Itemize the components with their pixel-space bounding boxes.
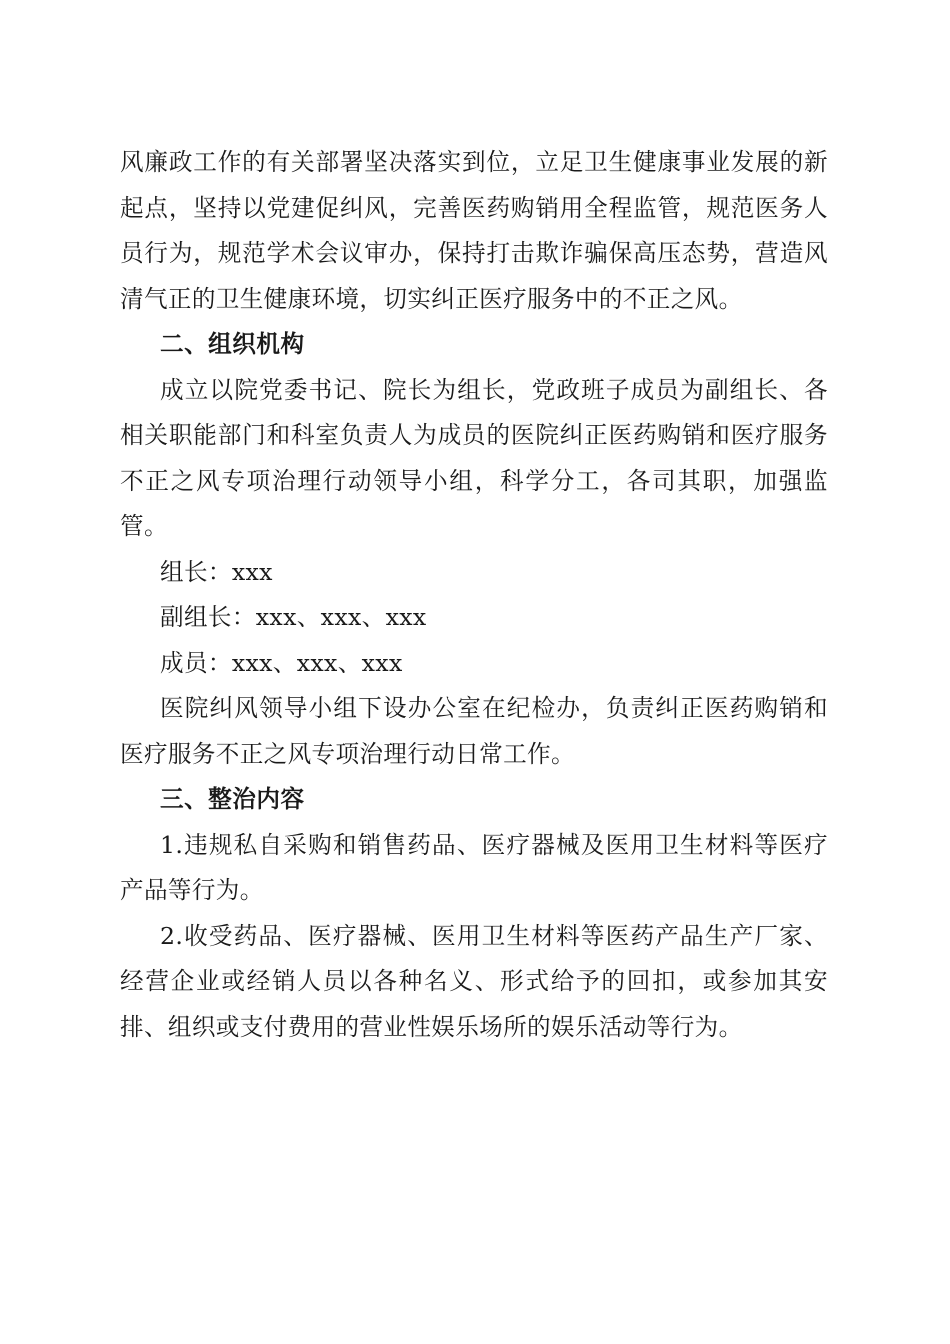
leader-line: 组长：xxx [160,557,273,586]
rectification-item: 2.收受药品、医疗器械、医用卫生材料等医药产品生产厂家、经营企业或经销人员以各种名义、形式给予的回扣，或参加其安排、组织或支付费用的营业性娱乐场所的娱乐活动等行为。 [120,921,828,1041]
members-line: 成员：xxx、xxx、xxx [160,648,403,677]
organization-paragraph: 成立以院党委书记、院长为组长，党政班子成员为副组长、各相关职能部门和科室负责人为成员的医院纠正医药购销和医疗服务不正之风专项治理行动领导小组，科学分工，各司其职，加强监管。 [120,375,828,540]
intro-paragraph: 风廉政工作的有关部署坚决落实到位，立足卫生健康事业发展的新起点，坚持以党建促纠风，完善医药购销用全程监管，规范医务人员行为，规范学术会议审办，保持打击欺诈骗保高压态势，营造风清气正的卫生健康环境，切实纠正医疗服务中的不正之风。 [120,148,828,313]
rectification-item: 1.违规私自采购和销售药品、医疗器械及医用卫生材料等医疗产品等行为。 [120,830,828,904]
office-paragraph: 医院纠风领导小组下设办公室在纪检办，负责纠正医药购销和医疗服务不正之风专项治理行动日常工作。 [120,694,828,768]
document-body [120,140,828,1050]
section-heading-organization: 二、组织机构 [160,330,305,358]
section-heading-rectification: 三、整治内容 [160,785,305,813]
deputy-leaders-line: 副组长：xxx、xxx、xxx [160,603,427,631]
